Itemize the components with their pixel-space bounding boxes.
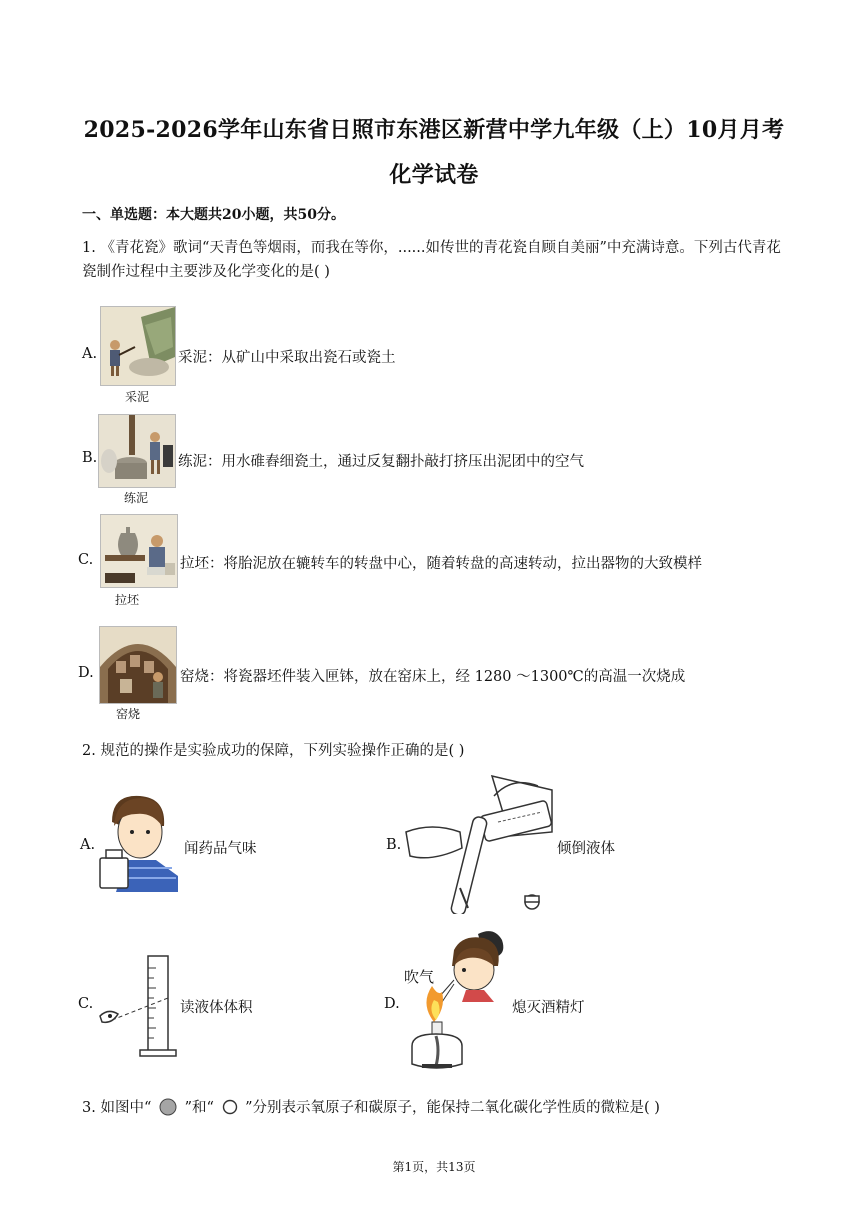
q1-option-b-letter[interactable]: B. bbox=[82, 450, 98, 466]
question-2-text: 2. 规范的操作是实验成功的保障，下列实验操作正确的是( ) bbox=[82, 743, 465, 759]
q1-option-d-caption: 窑烧 bbox=[115, 707, 140, 721]
q1-option-c-text: 拉坯：将胎泥放在辘转车的转盘中心，随着转盘的高速转动，拉出器物的大致模样 bbox=[180, 556, 702, 572]
q2-option-a-image bbox=[96, 792, 182, 892]
q2-option-a-text: 闻药品气味 bbox=[184, 841, 257, 857]
q1-option-a-text: 采泥：从矿山中采取出瓷石或瓷土 bbox=[178, 350, 396, 366]
q1-option-c-image bbox=[100, 514, 178, 588]
q2-option-d-image-label: 吹气 bbox=[404, 968, 435, 986]
q2-option-b-image bbox=[402, 772, 556, 914]
q2-option-d-letter[interactable]: D. bbox=[384, 996, 400, 1012]
q2-option-d-image bbox=[402, 926, 514, 1076]
q2-option-c-image bbox=[96, 950, 182, 1060]
q1-option-a-image bbox=[100, 306, 176, 386]
q2-option-a-letter[interactable]: A. bbox=[80, 837, 96, 853]
q2-option-b-letter[interactable]: B. bbox=[386, 837, 402, 853]
page-subtitle: 化学试卷 bbox=[389, 162, 479, 188]
question-3-text bbox=[82, 1096, 794, 1120]
q1-option-b-caption: 练泥 bbox=[123, 491, 148, 505]
question-3-text-part3: ”分别表示氧原子和碳原子，能保持二氧化碳化学性质的微粒是( ) bbox=[245, 1100, 660, 1116]
question-3-text-part1: 3. 如图中“ bbox=[82, 1100, 152, 1116]
q2-option-c-letter[interactable]: C. bbox=[78, 996, 94, 1012]
q1-option-d-text: 窑烧：将瓷器坯件装入匣钵，放在窑床上，经 1280 ～1300℃的高温一次烧成 bbox=[180, 669, 686, 685]
q2-option-b-text: 倾倒液体 bbox=[557, 841, 615, 857]
q1-option-d-letter[interactable]: D. bbox=[78, 665, 94, 681]
oxygen-atom-icon bbox=[159, 1098, 177, 1116]
q2-option-d-text: 熄灭酒精灯 bbox=[512, 1000, 585, 1016]
q1-option-a-caption: 采泥 bbox=[124, 390, 149, 404]
q1-option-b-image bbox=[98, 414, 176, 488]
carbon-atom-icon bbox=[222, 1099, 238, 1115]
q2-option-c-text: 读液体体积 bbox=[180, 1000, 253, 1016]
page-footer: 第1页，共13页 bbox=[392, 1160, 476, 1174]
section-header: 一、单选题：本大题共20小题，共50分。 bbox=[82, 207, 345, 223]
q1-option-b-text: 练泥：用水碓舂细瓷土，通过反复翻扑敲打挤压出泥团中的空气 bbox=[178, 454, 584, 470]
q1-option-c-caption: 拉坯 bbox=[114, 593, 139, 607]
page-title: 2025-2026学年山东省日照市东港区新营中学九年级（上）10月月考 bbox=[83, 117, 785, 143]
q1-option-a-letter[interactable]: A. bbox=[82, 346, 98, 362]
question-3-text-part2: ”和“ bbox=[184, 1100, 214, 1116]
q1-option-c-letter[interactable]: C. bbox=[78, 552, 94, 568]
question-1-text: 1. 《青花瓷》歌词“天青色等烟雨，而我在等你，......如传世的青花瓷自顾自美丽”中充满诗意。下列古代青花瓷制作过程中主要涉及化学变化的是( ) bbox=[82, 240, 781, 280]
q1-option-d-image bbox=[99, 626, 177, 704]
